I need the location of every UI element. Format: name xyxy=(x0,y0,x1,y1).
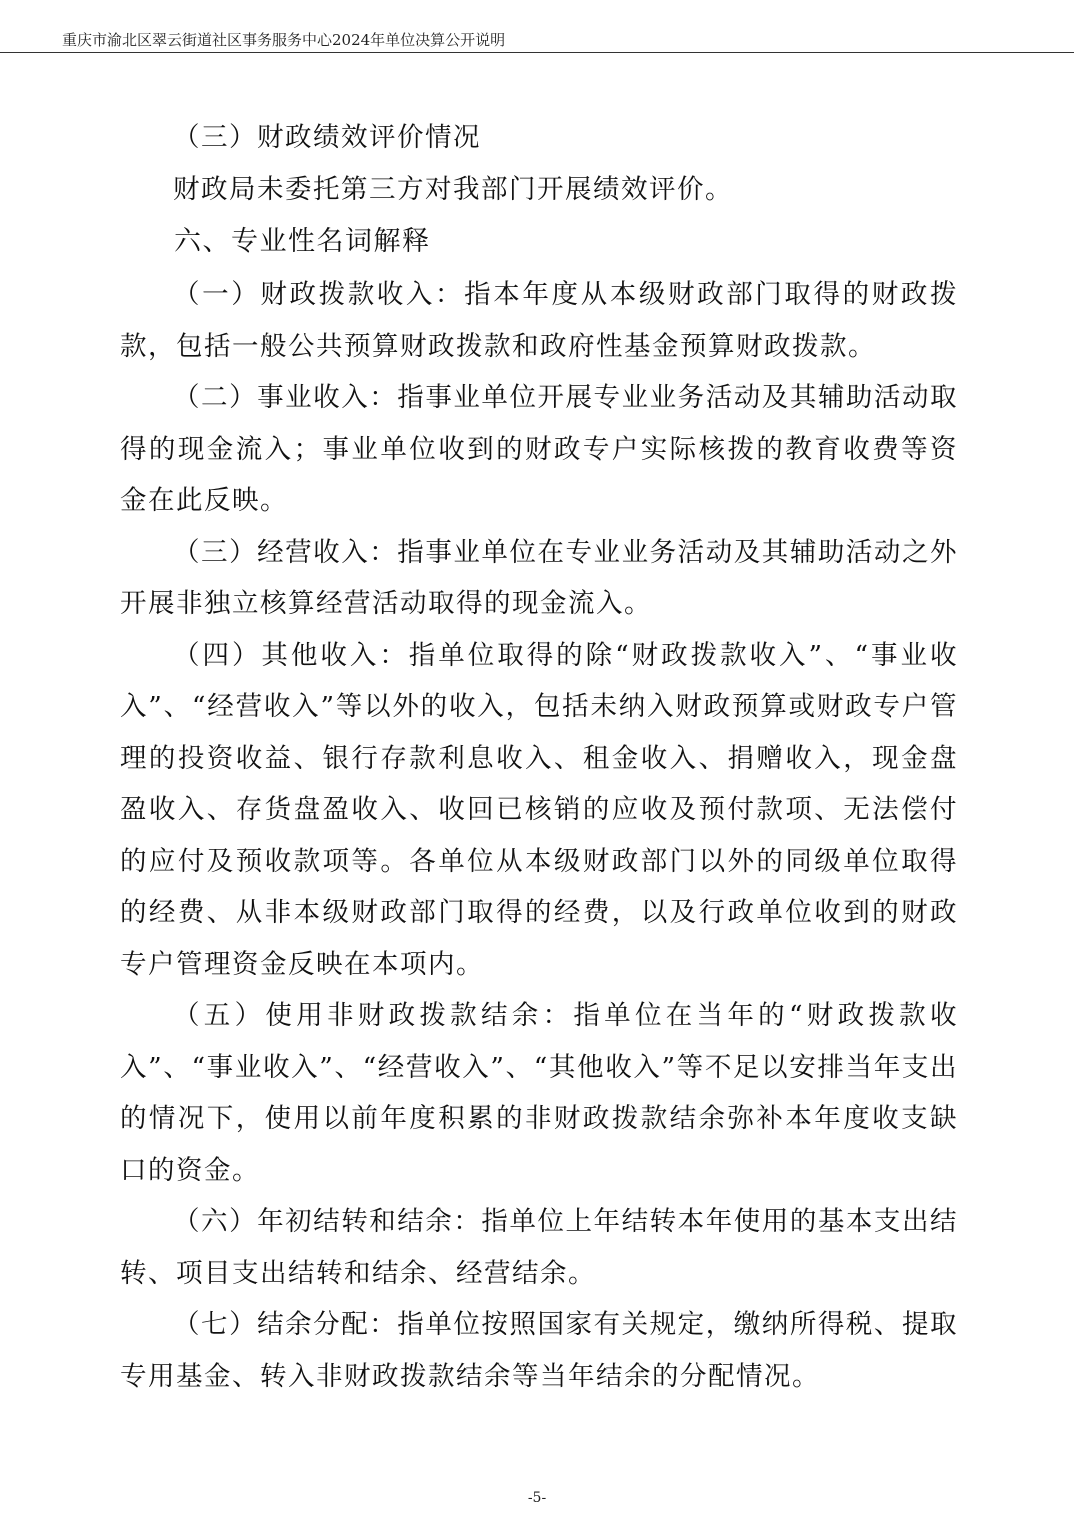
term-other-income: （四）其他收入：指单位取得的除“财政拨款收入”、“事业收入”、“经营收入”等以外的收入，包括未纳入财政预算或财政专户管理的投资收益、银行存款利息收入、租金收入、捐赠收入，现金盘盈收入、存货盘盈收入、收回已核销的应收及预付款项、无法偿付的应付及预收款项等。各单位从本级财政部门以外的同级单位取得的经费、从非本级财政部门取得的经费，以及行政单位收到的财政专户管理资金反映在本项内。 xyxy=(120,639,958,980)
page-number: -5- xyxy=(527,1490,547,1506)
running-header: 重庆市渝北区翠云街道社区事务服务中心2024年单位决算公开说明 xyxy=(62,31,506,49)
term-fiscal-appropriation-income: （一）财政拨款收入：指本年度从本级财政部门取得的财政拨款，包括一般公共预算财政拨款和政府性基金预算财政拨款。 xyxy=(120,279,958,362)
glossary-section-heading: 六、专业性名词解释 xyxy=(174,226,431,257)
performance-evaluation-heading: （三）财政绩效评价情况 xyxy=(173,122,481,153)
term-non-fiscal-balance-usage: （五）使用非财政拨款结余：指单位在当年的“财政拨款收入”、“事业收入”、“经营收入”、“其他收入”等不足以安排当年支出的情况下，使用以前年度积累的非财政拨款结余弥补本年度收支缺口的资金。 xyxy=(120,1000,958,1186)
term-surplus-distribution: （七）结余分配：指单位按照国家有关规定，缴纳所得税、提取专用基金、转入非财政拨款结余等当年结余的分配情况。 xyxy=(120,1309,958,1392)
term-beginning-carryover: （六）年初结转和结余：指单位上年结转本年使用的基本支出结转、项目支出结转和结余、经营结余。 xyxy=(120,1206,958,1289)
term-business-income: （二）事业收入：指事业单位开展专业业务活动及其辅助活动取得的现金流入；事业单位收到的财政专户实际核拨的教育收费等资金在此反映。 xyxy=(120,382,958,516)
performance-evaluation-text: 财政局未委托第三方对我部门开展绩效评价。 xyxy=(173,173,733,205)
term-operating-income: （三）经营收入：指事业单位在专业业务活动及其辅助活动之外开展非独立核算经营活动取得的现金流入。 xyxy=(120,536,958,619)
document-body xyxy=(120,112,958,1402)
header-divider xyxy=(0,52,1074,53)
